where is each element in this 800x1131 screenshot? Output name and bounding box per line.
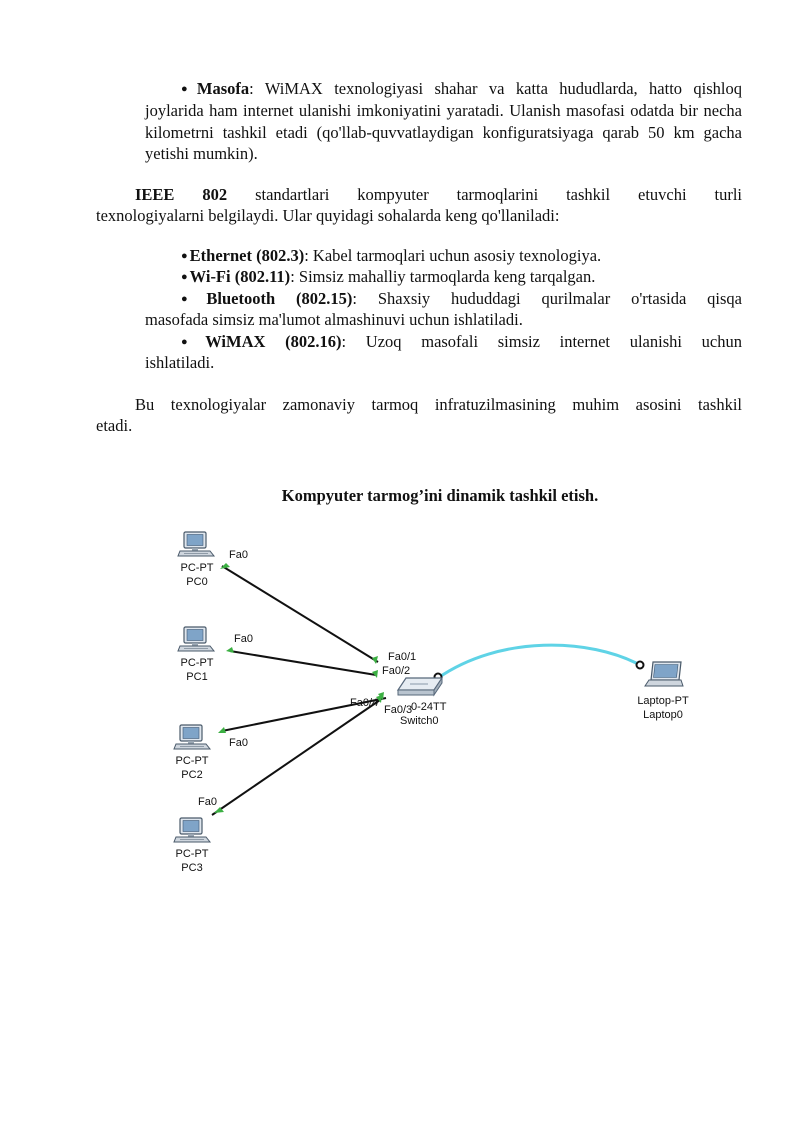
pc3-name-label: PC3 bbox=[181, 862, 203, 874]
pc1-port-label: Fa0 bbox=[234, 633, 253, 645]
closing-line1: Bu texnologiyalar zamonaviy tarmoq infratuzilmasining muhim asosini tashkil bbox=[135, 395, 742, 414]
link-lights bbox=[214, 563, 384, 813]
bullet-term: Masofa bbox=[196, 79, 250, 98]
standard-item-cont: ishlatiladi. bbox=[145, 353, 215, 372]
wireless-endpoint-laptop bbox=[637, 662, 644, 669]
pc3-port-label: Fa0 bbox=[198, 796, 217, 808]
pc2-type-label: PC-PT bbox=[175, 755, 209, 767]
ieee-paragraph-line2: texnologiyalarni belgilaydi. Ular quyidagi sohalarda keng qo'llaniladi: bbox=[96, 206, 560, 225]
pc0-icon[interactable] bbox=[178, 532, 214, 556]
cable-pc0 bbox=[222, 566, 378, 662]
pc1-name-label: PC1 bbox=[186, 671, 208, 683]
cables bbox=[212, 566, 386, 815]
cable-pc3 bbox=[212, 700, 380, 815]
figure-caption: Kompyuter tarmog’ini dinamik tashkil etish. bbox=[281, 486, 599, 505]
bullet-text: : WiMAX texnologiyasi shahar va katta hududlarda, hatto qishloq bbox=[249, 79, 742, 98]
pc2-port-label: Fa0 bbox=[229, 737, 248, 749]
bullet-dot: ● bbox=[181, 336, 204, 348]
bullet-masofa-cont: joylarida ham internet ulanishi imkoniyatini yaratadi. Ulanish masofasi odatda bir necha kilometrni tashkil etadi (qo'llab-quvvatlaydigan konfiguratsiyaga qarab 50 km gacha yetishi mumkin). bbox=[145, 101, 742, 163]
standard-item-cont: masofada simsiz ma'lumot almashinuvi uchun ishlatiladi. bbox=[145, 310, 523, 329]
wireless-link bbox=[438, 645, 640, 678]
laptop-icon[interactable] bbox=[645, 662, 683, 686]
switch-name-label: Switch0 bbox=[400, 715, 439, 727]
ieee-lead: IEEE 802 bbox=[135, 185, 228, 204]
switch-icon[interactable] bbox=[398, 678, 442, 695]
standard-item bbox=[181, 245, 601, 268]
ieee-paragraph-line1 bbox=[135, 184, 742, 206]
network-diagram bbox=[0, 520, 800, 900]
ieee-text: standartlari kompyuter tarmoqlarini tashkil etuvchi turli bbox=[255, 185, 743, 204]
bullet-dot: ● bbox=[181, 83, 195, 95]
laptop-name-label: Laptop0 bbox=[643, 709, 683, 721]
standard-item bbox=[181, 266, 595, 289]
standard-text: : Uzoq masofali simsiz internet ulanishi uchun bbox=[341, 332, 742, 351]
switch-port-label: Fa0/4 bbox=[350, 697, 379, 709]
bullet-dot: ● bbox=[181, 271, 188, 283]
switch-port-label: Fa0/3 bbox=[384, 704, 413, 716]
closing-line2: etadi. bbox=[96, 416, 133, 435]
standard-item bbox=[181, 288, 742, 311]
pc3-type-label: PC-PT bbox=[175, 848, 209, 860]
standard-term: Wi-Fi (802.11) bbox=[189, 267, 291, 286]
standard-term: Bluetooth (802.15) bbox=[206, 289, 353, 308]
standard-text: : Kabel tarmoqlari uchun asosiy texnologiya. bbox=[304, 246, 602, 265]
pc0-name-label: PC0 bbox=[186, 576, 208, 588]
switch-port-label: Fa0/2 bbox=[382, 665, 411, 677]
bullet-dot: ● bbox=[181, 250, 188, 262]
pc1-type-label: PC-PT bbox=[180, 657, 214, 669]
standard-text: : Shaxsiy hududdagi qurilmalar o'rtasida qisqa bbox=[352, 289, 742, 308]
pc0-port-label: Fa0 bbox=[229, 549, 248, 561]
pc2-name-label: PC2 bbox=[181, 769, 203, 781]
bullet-masofa bbox=[181, 78, 742, 101]
pc1-icon[interactable] bbox=[178, 627, 214, 651]
pc2-icon[interactable] bbox=[174, 725, 210, 749]
standard-text: : Simsiz mahalliy tarmoqlarda keng tarqalgan. bbox=[290, 267, 596, 286]
pc0-type-label: PC-PT bbox=[180, 562, 214, 574]
bullet-dot: ● bbox=[181, 293, 205, 305]
standard-item bbox=[181, 331, 742, 354]
laptop-type-label: Laptop-PT bbox=[637, 695, 689, 707]
pc3-icon[interactable] bbox=[174, 818, 210, 842]
switch-type-label: 0-24TT bbox=[411, 701, 447, 713]
cable-pc1 bbox=[230, 651, 376, 675]
standard-term: Ethernet (802.3) bbox=[189, 246, 305, 265]
switch-port-label: Fa0/1 bbox=[388, 651, 417, 663]
standard-term: WiMAX (802.16) bbox=[205, 332, 342, 351]
